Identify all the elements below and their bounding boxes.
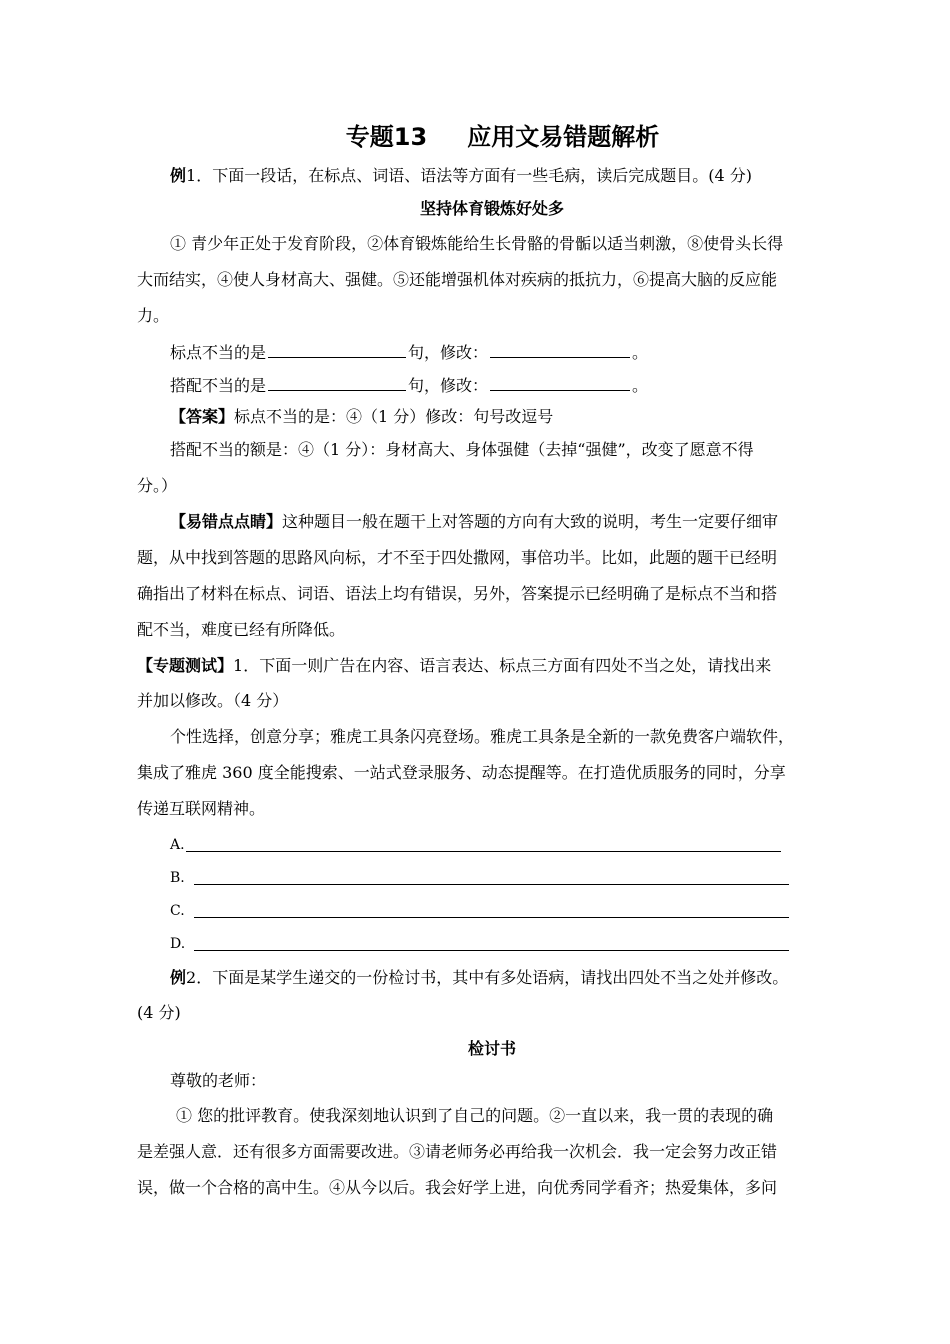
option-c-blank[interactable] — [194, 917, 789, 918]
letter-paragraph: 误，做一个合格的高中生。④从今以后。我会好学上进，向优秀同学看齐；热爱集体，多问 — [137, 1178, 778, 1197]
example1-prompt: 例1．下面一段话，在标点、词语、语法等方面有一些毛病，读后完成题目。(4 分) — [170, 166, 752, 185]
option-a-blank[interactable] — [186, 851, 781, 852]
answer-blank[interactable] — [268, 341, 406, 358]
option-d-blank[interactable] — [194, 950, 789, 951]
tip-label: 【易错点点睛】 — [170, 512, 283, 531]
option-c: C. — [170, 903, 185, 919]
answer-line: 分。） — [137, 476, 178, 495]
tip-line: 确指出了材料在标点、词语、语法上均有错误，另外，答案提示已经明确了是标点不当和搭 — [137, 584, 778, 603]
example2-heading: 检讨书 — [467, 1039, 516, 1058]
option-b: B. — [170, 870, 185, 886]
answer-label: 【答案】 — [170, 407, 235, 426]
example1-heading: 坚持体育锻炼好处多 — [419, 199, 564, 218]
answer-line: 搭配不当的额是：④（1 分）：身材高大、身体强健（去掉“强健”，改变了愿意不得 — [170, 440, 754, 459]
example2-label: 例 — [170, 968, 187, 987]
page-title — [0, 121, 950, 153]
tip-line: 题，从中找到答题的思路风向标，才不至于四处撒网，事倍功半。比如，此题的题干已经明 — [137, 548, 778, 567]
option-b-blank[interactable] — [194, 884, 789, 885]
example1-paragraph: 大而结实，④使人身材高大、强健。⑤还能增强机体对疾病的抵抗力，⑥提高大脑的反应能 — [137, 270, 778, 289]
question-punctuation: 标点不当的是 句，修改： 。 — [170, 343, 649, 362]
example1-paragraph: 力。 — [137, 306, 170, 325]
test-paragraph: 个性选择，创意分享；雅虎工具条闪亮登场。雅虎工具条是全新的一款免费客户端软件， — [170, 727, 795, 746]
test-label: 【专题测试】 — [137, 656, 234, 675]
answer-blank[interactable] — [490, 374, 630, 391]
example2-prompt: 例2．下面是某学生递交的一份检讨书，其中有多处语病，请找出四处不当之处并修改。 — [170, 968, 789, 987]
letter-paragraph: 是差强人意．还有很多方面需要改进。③请老师务必再给我一次机会．我一定会努力改正错 — [137, 1142, 778, 1161]
test-paragraph: 传递互联网精神。 — [137, 799, 266, 818]
letter-paragraph: ① 您的批评教育。使我深刻地认识到了自己的问题。②一直以来，我一贯的表现的确 — [176, 1106, 774, 1125]
tip-line: 配不当，难度已经有所降低。 — [137, 620, 346, 639]
question-collocation: 搭配不当的是 句，修改： 。 — [170, 376, 649, 395]
answer-blank[interactable] — [268, 374, 406, 391]
answer-line: 【答案】标点不当的是：④（1 分）修改：句号改逗号 — [170, 407, 554, 426]
title-main: 专题13 — [345, 123, 428, 151]
option-d: D. — [170, 936, 186, 952]
answer-blank[interactable] — [490, 341, 630, 358]
letter-greeting: 尊敬的老师： — [170, 1071, 267, 1090]
option-a: A. — [170, 837, 185, 853]
example1-label: 例 — [170, 166, 187, 185]
example2-prompt: (4 分) — [137, 1003, 181, 1022]
tip-line: 【易错点点睛】这种题目一般在题干上对答题的方向有大致的说明，考生一定要仔细审 — [170, 512, 779, 531]
title-sub: 应用文易错题解析 — [467, 123, 660, 151]
test-prompt: 【专题测试】1．下面一则广告在内容、语言表达、标点三方面有四处不当之处，请找出来 — [137, 656, 772, 675]
test-paragraph: 集成了雅虎 360 度全能搜索、一站式登录服务、动态提醒等。在打造优质服务的同时，分享 — [137, 763, 786, 782]
example1-paragraph: ① 青少年正处于发育阶段，②体育锻炼能给生长骨骼的骨骺以适当刺激，⑧使骨头长得 — [170, 234, 784, 253]
test-prompt: 并加以修改。（4 分） — [137, 691, 289, 710]
